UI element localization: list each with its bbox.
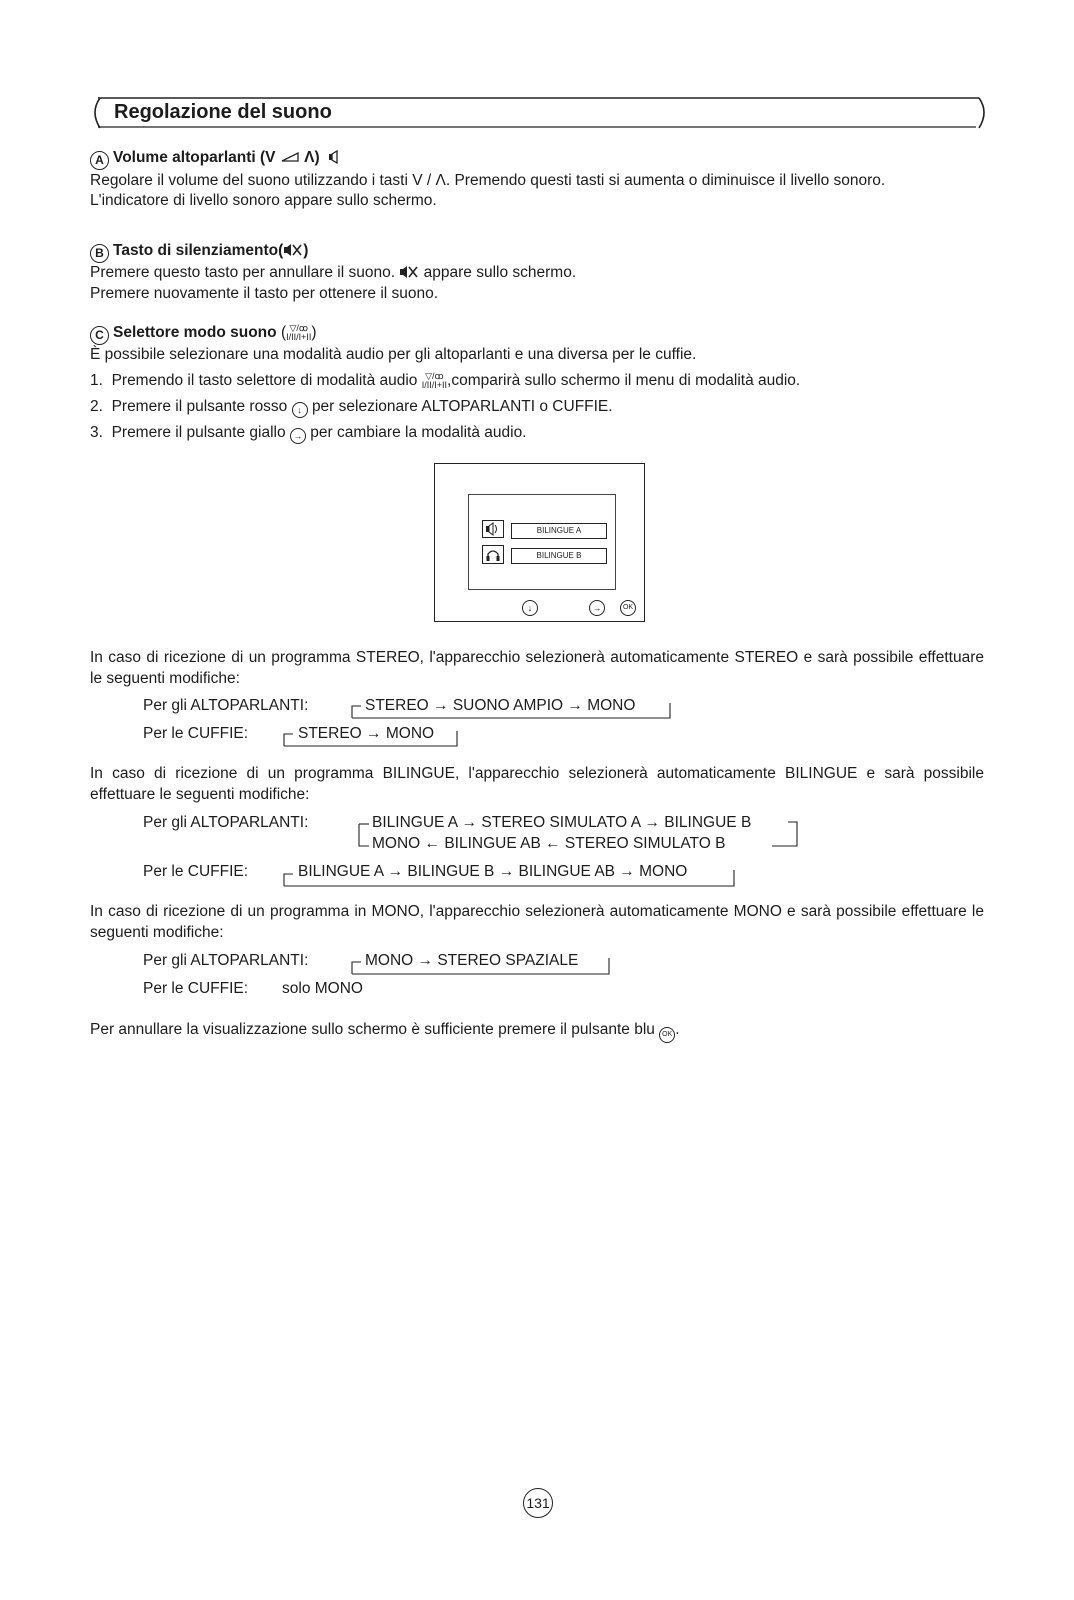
volume-ramp-icon [280, 151, 300, 163]
menu-option-speakers[interactable]: BILINGUE A [511, 523, 607, 539]
page-number: 131 [523, 1488, 553, 1518]
stereo-intro: In caso di ricezione di un programma STEREO, l'apparecchio selezionerà automaticamente STEREO e sarà possibile effettuare le seguenti modifiche: [90, 649, 984, 687]
section-a-text-1: Regolare il volume del suono utilizzando i tasti V / Λ. Premendo questi tasti si aumenta o diminuisce il livello sonoro. [90, 172, 886, 189]
step-1: 1. Premendo il tasto selettore di modalità audio ▽/ꝏ I/II/I+II,comparirà sullo schermo il menu di modalità audio. [90, 371, 801, 390]
mono-speakers-label: Per gli ALTOPARLANTI: [143, 952, 309, 969]
red-button-down-arrow-icon: ↓ [292, 402, 308, 418]
speaker-icon [328, 150, 344, 164]
bilingual-speakers-sequence-2: MONO ← BILINGUE AB ← STEREO SIMULATO B [372, 835, 726, 852]
audio-menu-box [468, 494, 616, 590]
section-c-heading: C Selettore modo suono ( ▽/ꝏ I/II/I+II) [90, 322, 317, 345]
yellow-button-right-arrow-icon: → [290, 428, 306, 444]
sound-mode-key-icon: ▽/ꝏ I/II/I+II [421, 371, 448, 390]
bilingual-phones-sequence: BILINGUE A → BILINGUE B → BILINGUE AB → MONO [298, 863, 688, 880]
stereo-speakers-sequence: STEREO → SUONO AMPIO → MONO [365, 697, 636, 714]
stereo-phones-label: Per le CUFFIE: [143, 725, 249, 742]
bilingual-intro: In caso di ricezione di un programma BILINGUE, l'apparecchio selezionerà automaticamente BILINGUE e sarà possibile effettuare le seguenti modifiche: [90, 765, 984, 803]
mono-intro: In caso di ricezione di un programma in MONO, l'apparecchio selezionerà automaticamente MONO e sarà possibile effettuare le seguenti modifiche: [90, 903, 984, 941]
mute-icon [399, 265, 419, 279]
mute-icon [283, 243, 303, 257]
letter-b-icon: B [90, 244, 109, 263]
mono-phones-value: solo MONO [282, 980, 363, 997]
red-button-down-arrow-icon: ↓ [522, 600, 538, 616]
headphones-icon [482, 545, 504, 564]
section-a-heading: A Volume altoparlanti (V Λ) [90, 147, 344, 170]
step-2: 2. Premere il pulsante rosso ↓ per selezionare ALTOPARLANTI o CUFFIE. [90, 396, 613, 418]
mono-speakers-sequence: MONO → STEREO SPAZIALE [365, 952, 579, 969]
blue-ok-button-icon: OK [659, 1027, 675, 1043]
bilingual-phones-label: Per le CUFFIE: [143, 863, 249, 880]
stereo-phones-sequence: STEREO → MONO [298, 725, 435, 742]
section-b-text-1: Premere questo tasto per annullare il suono. appare sullo schermo. [90, 264, 577, 281]
step-3: 3. Premere il pulsante giallo → per cambiare la modalità audio. [90, 422, 527, 444]
section-b-text-2: Premere nuovamente il tasto per ottenere il suono. [90, 285, 439, 302]
yellow-button-right-arrow-icon: → [589, 600, 605, 616]
page-title: Regolazione del suono [114, 101, 332, 123]
letter-c-icon: C [90, 326, 109, 345]
ok-button-icon: OK [620, 600, 636, 616]
bilingual-speakers-sequence-1: BILINGUE A → STEREO SIMULATO A → BILINGUE B [372, 814, 752, 831]
letter-a-icon: A [90, 151, 109, 170]
mono-phones-label: Per le CUFFIE: [143, 980, 249, 997]
section-a-text-2: L'indicatore di livello sonoro appare sullo schermo. [90, 192, 437, 209]
speaker-icon [482, 520, 504, 538]
footer-note: Per annullare la visualizzazione sullo schermo è sufficiente premere il pulsante blu OK . [90, 1019, 680, 1043]
menu-option-headphones[interactable]: BILINGUE B [511, 548, 607, 564]
section-c-intro: È possibile selezionare una modalità audio per gli altoparlanti e una diversa per le cuffie. [90, 346, 697, 363]
sound-mode-key-icon: ▽/ꝏ I/II/I+II [286, 323, 312, 342]
stereo-speakers-label: Per gli ALTOPARLANTI: [143, 697, 309, 714]
bilingual-speakers-label: Per gli ALTOPARLANTI: [143, 814, 309, 831]
section-b-heading: B Tasto di silenziamento( ) [90, 240, 308, 263]
